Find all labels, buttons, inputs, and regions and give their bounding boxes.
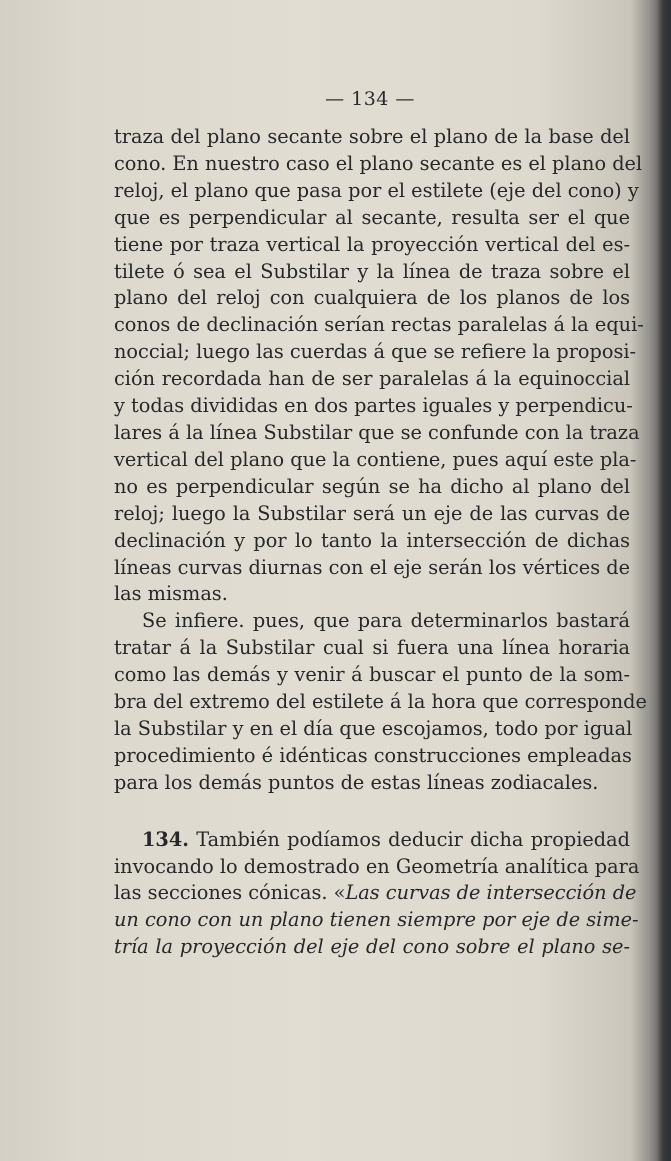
text-line: invocando lo demostrado en Geometría analítica para xyxy=(114,854,640,878)
text-line xyxy=(114,827,630,854)
text-line: tiene por traza vertical la proyección vertical del es- xyxy=(114,232,630,256)
text-fragment: También podíamos deducir dicha propiedad xyxy=(196,827,630,851)
section-134 xyxy=(114,827,640,962)
paragraph-1 xyxy=(114,124,644,608)
text-line: tratar á la Substilar cual si fuera una línea horaria xyxy=(114,636,630,660)
page-body xyxy=(114,124,647,961)
page-edge-shadow xyxy=(657,0,671,1161)
text-line: noccial; luego las cuerdas á que se refiere la proposi- xyxy=(114,340,637,364)
text-line: conos de declinación serían rectas paralelas á la equi- xyxy=(114,313,644,337)
paragraph-2 xyxy=(114,608,647,796)
page-number: — 134 — xyxy=(325,88,415,110)
text-line: bra del extremo del estilete á la hora que corresponde xyxy=(114,690,647,714)
text-line: traza del plano secante sobre el plano de la base del xyxy=(114,125,630,148)
text-line: y todas divididas en dos partes iguales y perpendicu- xyxy=(114,394,633,418)
text-line: Se infiere. pues, que para determinarlos bastará xyxy=(142,609,630,633)
text-line: las mismas. xyxy=(114,582,228,606)
text-line: ción recordada han de ser paralelas á la equinoccial xyxy=(114,367,630,391)
paragraph-gap xyxy=(114,797,630,827)
text-line: lares á la línea Substilar que se confunde con la traza xyxy=(114,420,640,444)
text-line: la Substilar y en el día que escojamos, todo por igual xyxy=(114,716,633,740)
text-line: reloj, el plano que pasa por el estilete (eje del cono) y xyxy=(114,178,639,202)
italic-quote-line: tría la proyección del eje del cono sobre el plano se- xyxy=(114,935,630,959)
text-line: tilete ó sea el Substilar y la línea de traza sobre el xyxy=(114,259,630,283)
text-line: cono. En nuestro caso el plano secante es el plano del xyxy=(114,151,643,175)
text-line: líneas curvas diurnas con el eje serán los vértices de xyxy=(114,555,630,579)
text-fragment: las secciones cónicas. « xyxy=(114,881,346,905)
section-number: 134. xyxy=(142,827,189,851)
text-line: vertical del plano que la contiene, pues aquí este pla- xyxy=(114,447,637,471)
text-line: declinación y por lo tanto la intersección de dichas xyxy=(114,528,630,552)
text-line: reloj; luego la Substilar será un eje de las curvas de xyxy=(114,501,630,525)
text-line xyxy=(114,880,637,907)
text-line: como las demás y venir á buscar el punto de la som- xyxy=(114,663,630,687)
italic-quote-line: un cono con un plano tienen siempre por eje de sime- xyxy=(114,908,639,932)
text-line: para los demás puntos de estas líneas zodiacales. xyxy=(114,770,599,794)
text-line: plano del reloj con cualquiera de los planos de los xyxy=(114,286,630,310)
text-line: que es perpendicular al secante, resulta ser el que xyxy=(114,205,630,229)
text-line: no es perpendicular según se ha dicho al plano del xyxy=(114,474,630,498)
italic-quote: Las curvas de intersección de xyxy=(345,881,637,905)
text-line: procedimiento é idénticas construcciones empleadas xyxy=(114,743,632,767)
